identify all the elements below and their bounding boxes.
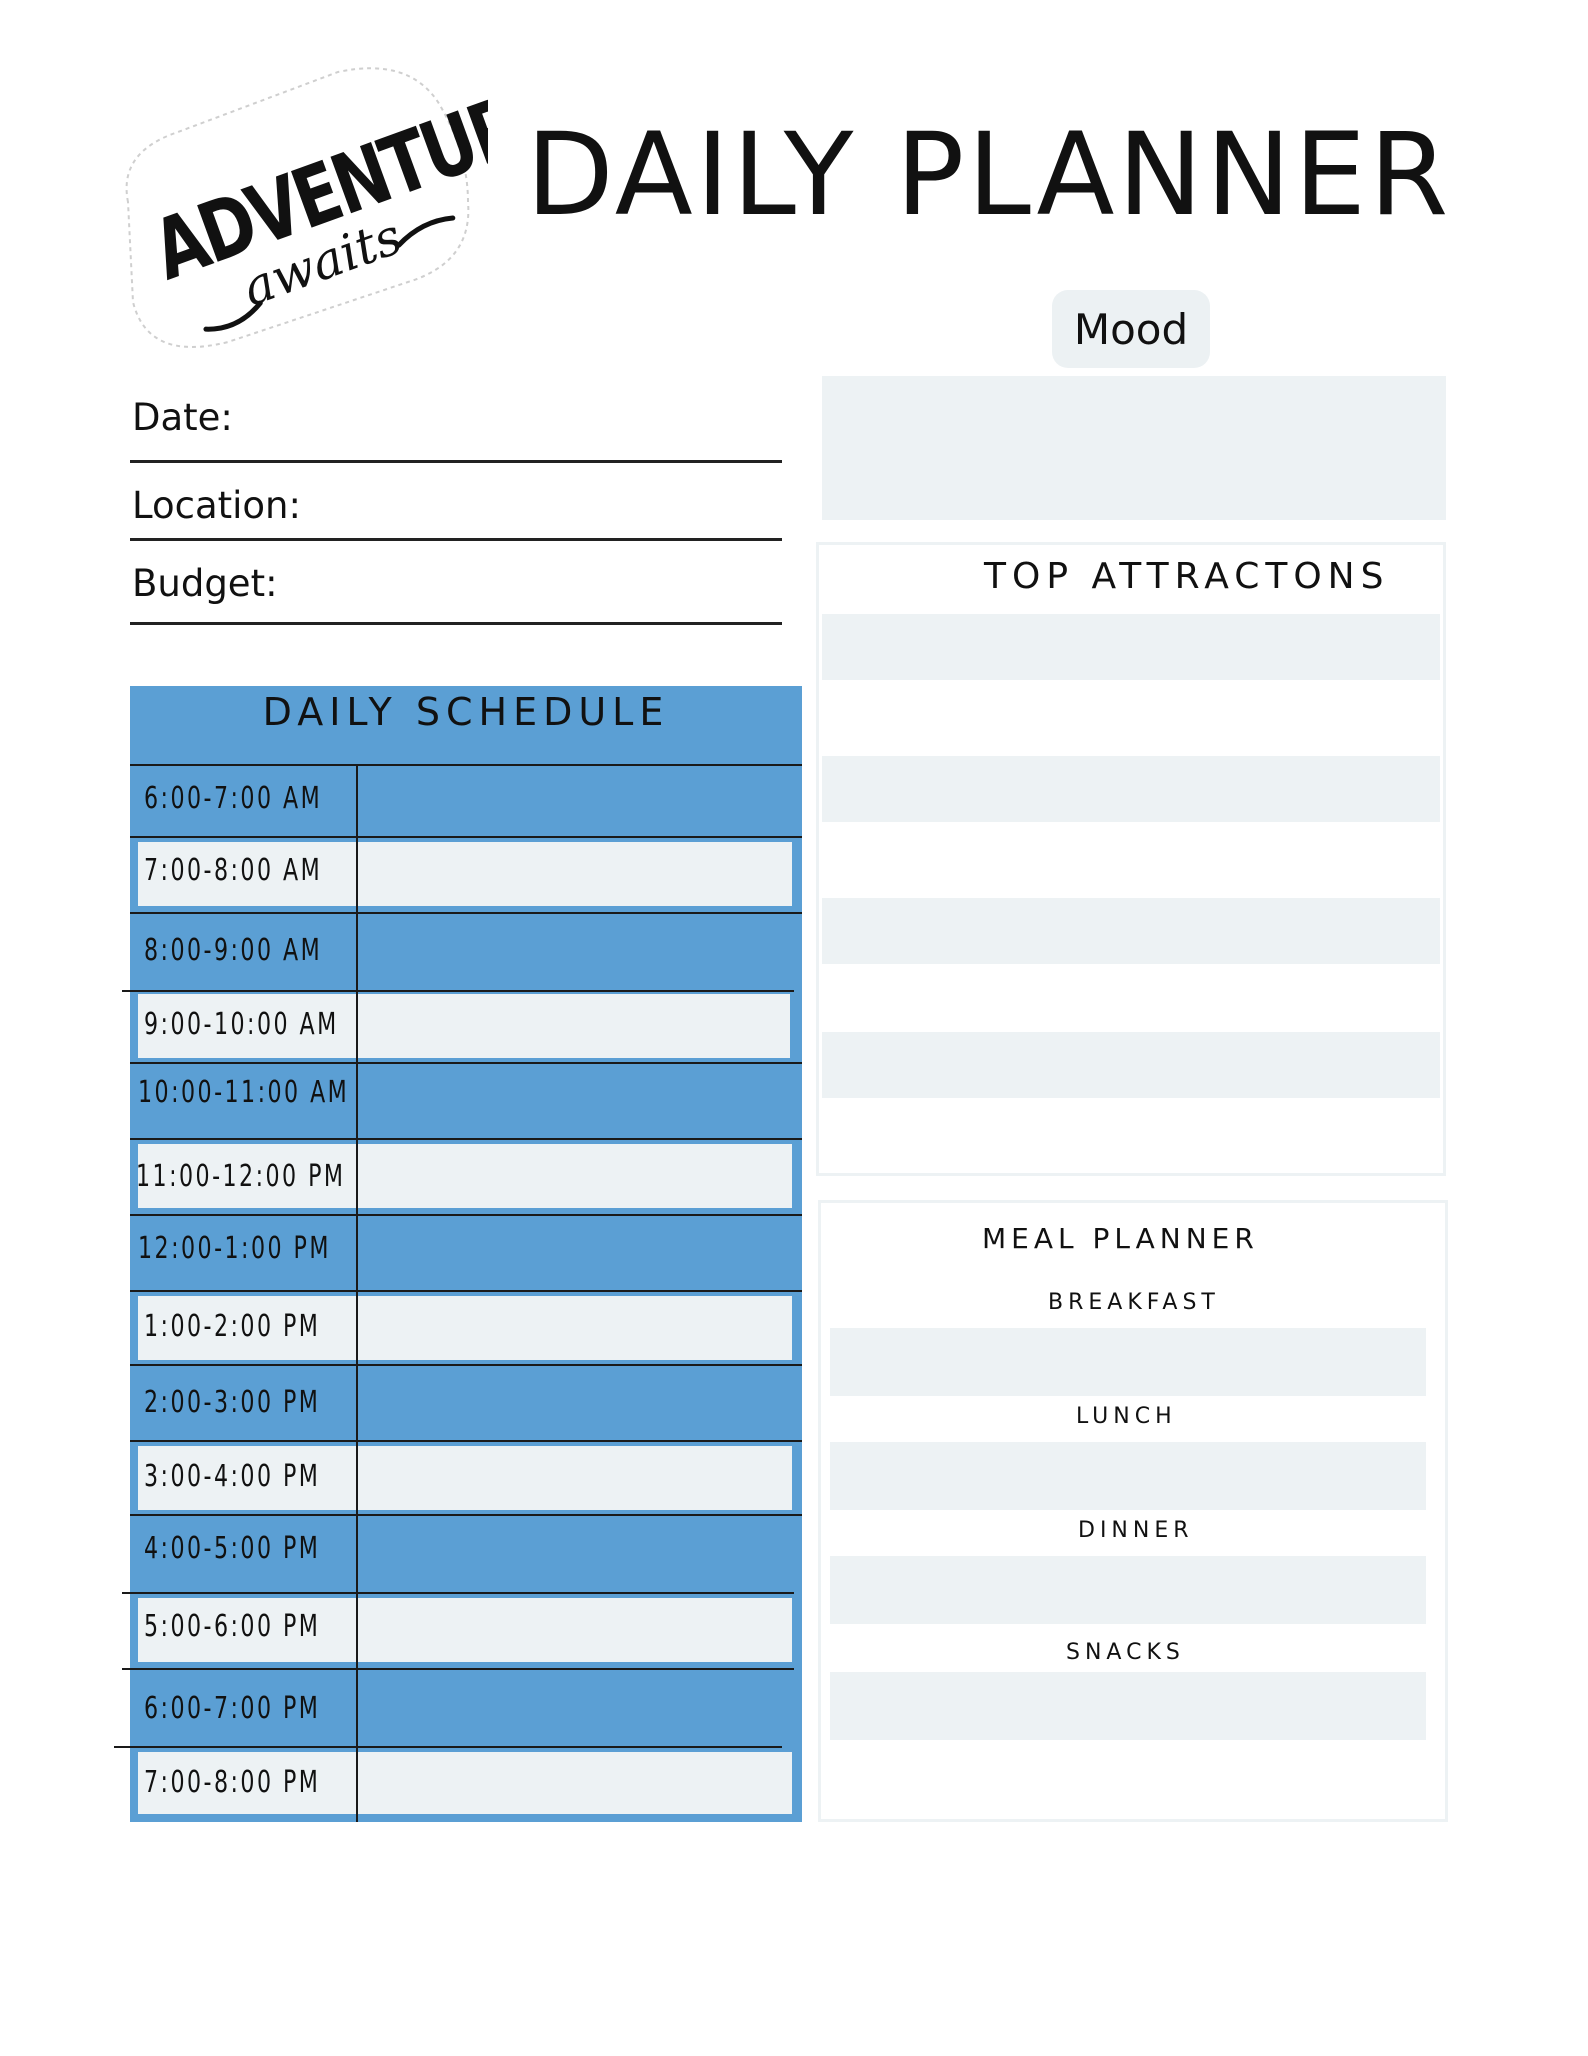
- schedule-time: 8:00-9:00 AM: [144, 933, 323, 968]
- location-line[interactable]: [130, 538, 782, 541]
- meal-label-dinner: DINNER: [1078, 1518, 1194, 1543]
- meal-label-snacks: SNACKS: [1066, 1640, 1185, 1665]
- dinner-box[interactable]: [830, 1556, 1426, 1624]
- mood-box[interactable]: [822, 376, 1446, 520]
- sticker-graphic: [108, 62, 488, 352]
- daily-schedule-title: DAILY SCHEDULE: [262, 690, 670, 734]
- attraction-row[interactable]: [822, 1032, 1440, 1098]
- attraction-row[interactable]: [822, 614, 1440, 680]
- budget-label: Budget:: [132, 562, 278, 605]
- schedule-time: 11:00-12:00 PM: [136, 1159, 346, 1194]
- date-label: Date:: [132, 396, 233, 439]
- adventure-awaits-sticker: [108, 62, 488, 352]
- breakfast-box[interactable]: [830, 1328, 1426, 1396]
- meal-planner-title: MEAL PLANNER: [982, 1222, 1259, 1255]
- budget-line[interactable]: [130, 622, 782, 625]
- schedule-time: 10:00-11:00 AM: [138, 1075, 350, 1110]
- snacks-box[interactable]: [830, 1672, 1426, 1740]
- schedule-time: 2:00-3:00 PM: [144, 1385, 321, 1420]
- schedule-time: 5:00-6:00 PM: [144, 1609, 321, 1644]
- location-label: Location:: [132, 484, 301, 527]
- schedule-time: 6:00-7:00 AM: [144, 781, 323, 816]
- date-line[interactable]: [130, 460, 782, 463]
- schedule-time: 4:00-5:00 PM: [144, 1531, 321, 1566]
- schedule-time: 6:00-7:00 PM: [144, 1691, 321, 1726]
- page-title: DAILY PLANNER: [526, 108, 1452, 241]
- attraction-row[interactable]: [822, 898, 1440, 964]
- schedule-time: 9:00-10:00 AM: [144, 1007, 339, 1042]
- top-attractions-title: TOP ATTRACTONS: [984, 556, 1390, 597]
- schedule-time: 1:00-2:00 PM: [144, 1309, 321, 1344]
- schedule-time: 12:00-1:00 PM: [138, 1231, 331, 1266]
- schedule-time: 3:00-4:00 PM: [144, 1459, 321, 1494]
- sticker-word-adventure: ADVENTURE: [140, 63, 488, 299]
- schedule-time: 7:00-8:00 PM: [144, 1765, 321, 1800]
- attraction-row[interactable]: [822, 756, 1440, 822]
- sticker-word-awaits: awaits: [235, 207, 410, 318]
- mood-badge: Mood: [1052, 290, 1210, 368]
- lunch-box[interactable]: [830, 1442, 1426, 1510]
- meal-label-breakfast: BREAKFAST: [1048, 1290, 1220, 1315]
- schedule-time: 7:00-8:00 AM: [144, 853, 323, 888]
- meal-label-lunch: LUNCH: [1076, 1404, 1177, 1429]
